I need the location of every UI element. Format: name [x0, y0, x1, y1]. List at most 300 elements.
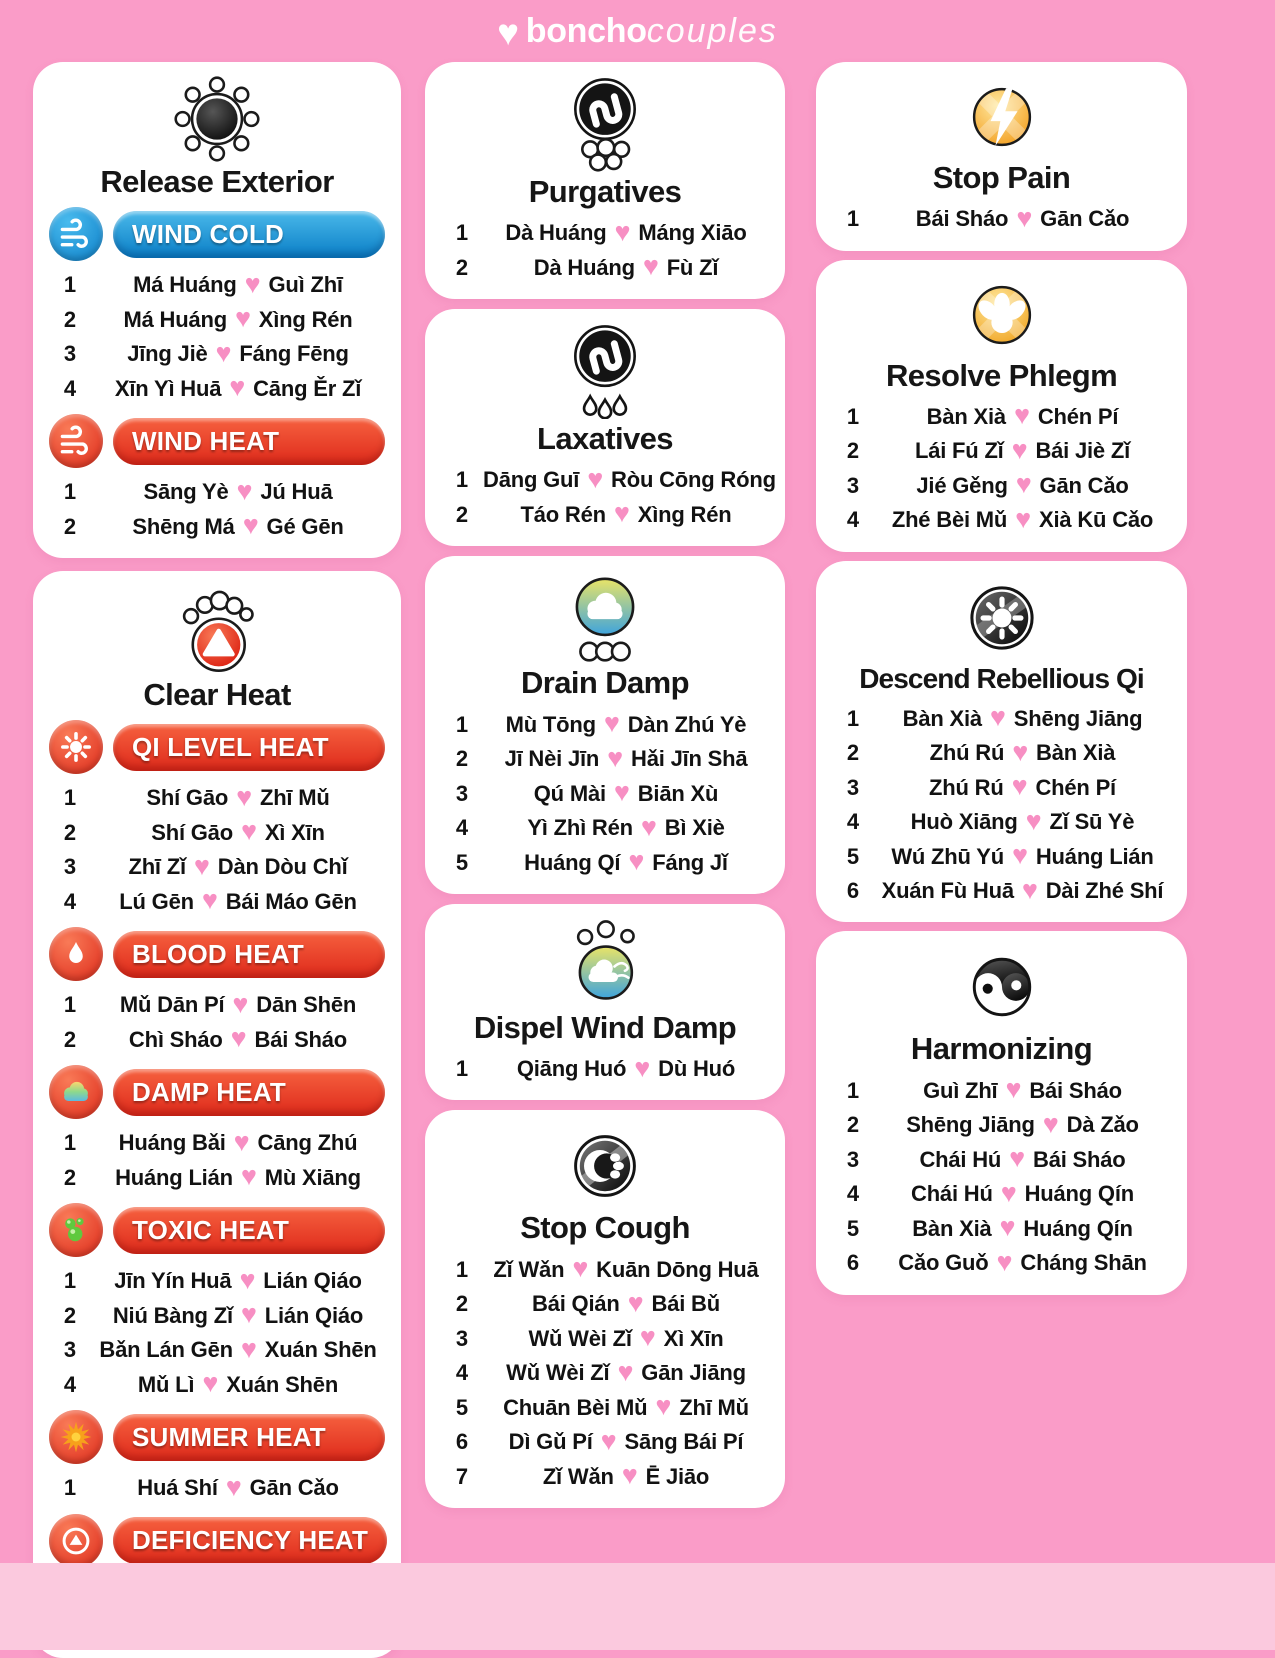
herb-name-left: Shēng Jiāng [906, 1112, 1035, 1138]
heart-icon: ♥ [244, 268, 261, 299]
herb-name-right: Guì Zhī [268, 272, 343, 298]
herb-pair-row [441, 811, 769, 846]
pair-number: 4 [63, 1371, 77, 1397]
herb-name-right: Xìng Rén [637, 501, 732, 527]
section-pill: TOXIC HEAT [113, 1207, 385, 1254]
herb-name-left: Zǐ Wǎn [542, 1463, 614, 1489]
descend-qi-icon [832, 575, 1171, 661]
paw-triangle-icon [49, 585, 385, 675]
herb-name-left: Huáng Lián [115, 1164, 233, 1190]
herb-pair-row [49, 781, 385, 816]
herb-name-left: Mǔ Lì [137, 1371, 195, 1397]
heart-icon: ♥ [240, 1333, 257, 1364]
herb-pair [483, 1391, 769, 1422]
heart-icon: ♥ [242, 510, 259, 541]
pair-number: 2 [63, 306, 77, 332]
herb-name-right: Ē Jiāo [645, 1463, 710, 1489]
heart-icon: ♥ [215, 337, 232, 368]
herb-name-left: Guì Zhī [923, 1077, 998, 1103]
heart-icon: ♥ [996, 1246, 1013, 1277]
card-purgatives [425, 62, 785, 299]
pair-number: 3 [455, 780, 469, 806]
herb-pair [874, 1108, 1171, 1139]
pair-number: 7 [455, 1463, 469, 1489]
herb-pair-row [49, 268, 385, 303]
herb-name-left: Xuán Fù Huā [881, 878, 1014, 904]
heart-icon: ♥ [617, 1356, 634, 1387]
herb-pair [483, 1253, 769, 1284]
pair-number: 4 [846, 507, 860, 533]
herb-name-left: Má Huáng [123, 306, 227, 332]
herb-name-left: Bái Qián [532, 1291, 620, 1317]
herb-name-left: Bàn Xià [902, 705, 982, 731]
herb-name-right: Lián Qiáo [263, 1268, 362, 1294]
herb-name-right: Xìng Rén [258, 306, 353, 332]
heart-icon: ♥ [613, 777, 630, 808]
section-pill: BLOOD HEAT [113, 931, 385, 978]
heart-icon: ♥ [1012, 736, 1029, 767]
wind-icon [49, 414, 103, 468]
herb-name-right: Gān Cǎo [249, 1475, 339, 1501]
herb-name-right: Cāng Zhú [257, 1130, 358, 1156]
herb-pair [483, 1052, 769, 1083]
heart-icon: ♥ [1011, 434, 1028, 465]
herb-name-left: Zhé Bèi Mǔ [891, 507, 1008, 533]
pair-number: 2 [455, 1291, 469, 1317]
herb-pair [483, 1356, 769, 1387]
herb-name-left: Shí Gāo [151, 819, 233, 845]
herb-name-right: Bái Jiè Zǐ [1035, 438, 1131, 464]
card-title: Harmonizing [910, 1031, 1093, 1067]
heart-icon: ♥ [193, 850, 210, 881]
herb-pair [91, 1161, 385, 1192]
herb-pair-row [832, 839, 1171, 874]
section-header-wind-cold [49, 207, 385, 261]
dispel-wind-damp-icon [441, 918, 769, 1008]
herb-pair-row [832, 1212, 1171, 1247]
herb-name-left: Yì Zhì Rén [527, 815, 633, 841]
herb-pair-row [832, 736, 1171, 771]
pair-number: 6 [455, 1429, 469, 1455]
pair-number: 1 [846, 705, 860, 731]
heart-icon: ♥ [603, 708, 620, 739]
herb-name-right: Hǎi Jīn Shā [631, 746, 748, 772]
cloud-icon [49, 1065, 103, 1119]
herb-name-right: Gān Cǎo [1040, 206, 1130, 232]
herb-pair-row [832, 503, 1171, 538]
heart-icon: ♥ [1015, 503, 1032, 534]
herb-pair-row [49, 1299, 385, 1334]
herb-pair-row [49, 303, 385, 338]
pair-number: 5 [455, 1394, 469, 1420]
herb-name-left: Zhú Rú [929, 774, 1004, 800]
heart-icon: ♥ [239, 1264, 256, 1295]
card-laxatives [425, 309, 785, 546]
heart-icon: ♥ [1013, 400, 1030, 431]
card-drain-damp [425, 556, 785, 894]
herb-name-right: Huáng Qín [1024, 1181, 1134, 1207]
heart-icon: ♥ [201, 885, 218, 916]
herb-pair-row [49, 1471, 385, 1506]
brand-name-light: couples [646, 12, 778, 50]
herb-name-left: Zǐ Wǎn [493, 1256, 565, 1282]
herb-name-left: Dāng Guī [483, 467, 580, 493]
herb-name-left: Zhī Zǐ [128, 854, 186, 880]
herb-pair-row [441, 463, 776, 498]
herb-pair-row [441, 1459, 769, 1494]
section-header-summer-heat [49, 1410, 385, 1464]
herb-pair-row [832, 770, 1171, 805]
herb-name-left: Huá Shí [137, 1475, 218, 1501]
pair-number: 1 [455, 1256, 469, 1282]
heart-icon: ♥ [572, 1253, 589, 1284]
herb-pair-row [441, 1425, 769, 1460]
herb-pair-row [49, 850, 385, 885]
pair-number: 1 [846, 206, 860, 232]
card-stop-pain [816, 62, 1187, 251]
pair-number: 4 [63, 375, 77, 401]
herb-name-left: Bàn Xià [912, 1215, 992, 1241]
herb-pair [874, 1177, 1171, 1208]
heart-icon: ♥ [1015, 469, 1032, 500]
card-title: Clear Heat [143, 677, 291, 713]
herb-pair [91, 475, 385, 506]
herb-pair [91, 510, 385, 541]
heart-icon: ♥ [233, 1126, 250, 1157]
pair-number: 3 [846, 774, 860, 800]
herb-name-right: Dān Shēn [256, 992, 357, 1018]
herb-name-right: Xià Kū Cǎo [1039, 507, 1154, 533]
sun-icon [49, 720, 103, 774]
heart-icon: ♥ [628, 846, 645, 877]
herb-pair-row [49, 510, 385, 545]
herb-name-right: Jú Huā [260, 479, 333, 505]
herb-name-right: Shēng Jiāng [1013, 705, 1143, 731]
herb-pair-row [832, 805, 1171, 840]
card-title: Resolve Phlegm [885, 357, 1118, 393]
herb-name-left: Xīn Yì Huā [114, 375, 222, 401]
heart-icon: ♥ [600, 1425, 617, 1456]
pair-number: 2 [63, 1302, 77, 1328]
heart-icon: ♥ [621, 1460, 638, 1491]
herb-pair-row [832, 874, 1171, 909]
herb-name-right: Kuān Dōng Huā [596, 1256, 759, 1282]
herb-name-left: Huò Xiāng [910, 809, 1018, 835]
section-pill: DAMP HEAT [113, 1069, 385, 1116]
herb-pair [483, 1287, 769, 1318]
herb-name-right: Dà Zǎo [1066, 1112, 1139, 1138]
pair-number: 2 [455, 254, 469, 280]
heart-icon: ♥ [1021, 874, 1038, 905]
section-header-damp-heat [49, 1065, 385, 1119]
herb-name-right: Biān Xù [637, 780, 719, 806]
herb-pair [483, 1322, 769, 1353]
pair-number: 1 [63, 785, 77, 811]
herb-pair-row [49, 885, 385, 920]
column-left [33, 62, 401, 1658]
herb-name-right: Máng Xiāo [638, 220, 747, 246]
herb-name-left: Huáng Qí [524, 849, 621, 875]
heart-icon: ♥ [587, 463, 604, 494]
herb-pair [874, 1074, 1171, 1105]
page-header [0, 12, 1275, 54]
herb-name-right: Zhī Mǔ [259, 785, 330, 811]
herb-pair [91, 268, 385, 299]
pair-number: 4 [455, 1360, 469, 1386]
herb-name-left: Jié Gěng [916, 472, 1008, 498]
herb-name-left: Qiāng Huó [516, 1056, 627, 1082]
herb-name-left: Wǔ Wèi Zǐ [506, 1360, 610, 1386]
herb-pair [91, 1023, 385, 1054]
herb-pair-row [441, 1287, 769, 1322]
heart-icon: ♥ [1012, 840, 1028, 871]
herb-pair [483, 811, 769, 842]
brand-name-bold: boncho [525, 12, 647, 50]
card-dispel-wind-damp [425, 904, 785, 1101]
herb-name-left: Qú Mài [533, 780, 606, 806]
heart-icon: ♥ [240, 1299, 257, 1330]
herb-pair-row [441, 742, 769, 777]
heart-icon: ♥ [999, 1212, 1016, 1243]
herb-name-left: Chái Hú [911, 1181, 993, 1207]
sunburst-icon [49, 1410, 103, 1464]
herb-pair [874, 702, 1171, 733]
pair-number: 6 [846, 1250, 860, 1276]
pair-number: 2 [846, 438, 860, 464]
herb-pair-row [832, 400, 1171, 435]
herb-name-right: Bái Sháo [254, 1026, 348, 1052]
herb-name-right: Bì Xiè [664, 815, 725, 841]
herb-name-right: Dàn Zhú Yè [627, 711, 747, 737]
pair-number: 1 [846, 1077, 860, 1103]
purgatives-icon [441, 76, 769, 172]
herb-name-right: Bái Bǔ [651, 1291, 720, 1317]
heart-icon: ♥ [236, 781, 252, 812]
card-title: Dispel Wind Damp [473, 1009, 737, 1045]
herb-name-left: Jīn Yín Huā [114, 1268, 232, 1294]
herb-pair-row [832, 1108, 1171, 1143]
herb-name-right: Chén Pí [1037, 403, 1119, 429]
card-resolve-phlegm [816, 260, 1187, 552]
stop-pain-icon [832, 76, 1171, 158]
herb-pair [874, 202, 1171, 233]
herb-name-left: Sāng Yè [143, 479, 229, 505]
heart-icon: ♥ [613, 498, 630, 529]
herb-name-right: Chén Pí [1035, 774, 1116, 800]
pair-number: 5 [846, 1215, 860, 1241]
herb-pair [874, 771, 1171, 802]
herb-pair [483, 846, 769, 877]
herb-pair [91, 850, 385, 881]
herb-name-left: Bàn Xià [926, 403, 1006, 429]
herb-pair-row [832, 1074, 1171, 1109]
stop-cough-icon [441, 1124, 769, 1208]
herb-name-left: Táo Rén [520, 501, 606, 527]
card-release-exterior [33, 62, 401, 558]
card-title: Stop Cough [520, 1210, 690, 1246]
pair-number: 1 [455, 711, 469, 737]
ring-triangle-icon [49, 1514, 103, 1568]
herb-name-right: Huáng Lián [1035, 843, 1154, 869]
pair-number: 1 [846, 403, 860, 429]
pair-number: 5 [455, 849, 469, 875]
pair-number: 1 [455, 467, 469, 493]
heart-icon: ♥ [229, 372, 246, 403]
section-pill: QI LEVEL HEAT [113, 724, 385, 771]
herb-name-left: Shēng Má [132, 513, 235, 539]
herb-pair-row [49, 372, 385, 407]
herb-pair [483, 1425, 769, 1456]
herb-name-right: Dù Huó [658, 1056, 736, 1082]
herb-pair [874, 469, 1171, 500]
heart-icon: ♥ [634, 1052, 651, 1083]
pair-number: 2 [455, 501, 469, 527]
pair-number: 1 [63, 992, 77, 1018]
section-header-blood-heat [49, 927, 385, 981]
herb-name-right: Bàn Xià [1036, 740, 1116, 766]
pair-number: 2 [63, 1026, 77, 1052]
herb-name-right: Huáng Qín [1023, 1215, 1133, 1241]
pair-number: 3 [63, 854, 77, 880]
heart-icon: ♥ [1000, 1177, 1017, 1208]
section-header-deficiency-heat [49, 1514, 385, 1568]
heart-icon: ♥ [989, 702, 1006, 733]
herb-pair [874, 503, 1171, 534]
herb-name-left: Huáng Bǎi [118, 1130, 226, 1156]
herb-pair [91, 1368, 385, 1399]
pair-number: 3 [63, 341, 77, 367]
heart-icon: ♥ [240, 816, 257, 847]
herb-name-right: Xuán Shēn [226, 1371, 339, 1397]
herb-pair-row [441, 1321, 769, 1356]
heart-icon: ♥ [627, 1287, 644, 1318]
herb-name-left: Lái Fú Zǐ [914, 438, 1004, 464]
herb-pair-row [49, 1126, 385, 1161]
herb-name-left: Dà Huáng [505, 220, 607, 246]
herb-pair [91, 337, 385, 368]
herb-pair-row [49, 1023, 385, 1058]
heart-icon: ♥ [230, 1023, 247, 1054]
herb-pair [874, 805, 1171, 836]
herb-name-left: Niú Bàng Zǐ [112, 1302, 233, 1328]
column-middle [425, 62, 785, 1508]
pair-number: 4 [846, 809, 860, 835]
herb-name-left: Má Huáng [133, 272, 237, 298]
pair-number: 1 [455, 220, 469, 246]
herb-name-right: Lián Qiáo [264, 1302, 364, 1328]
card-title: Laxatives [537, 421, 673, 457]
pair-number: 5 [846, 843, 860, 869]
herb-pair [91, 303, 385, 334]
herb-pair-row [441, 1390, 769, 1425]
card-title: Release Exterior [100, 164, 334, 199]
section-pill: DEFICIENCY HEAT [113, 1517, 387, 1564]
herb-name-left: Lú Gēn [119, 888, 194, 914]
herb-pair-row [832, 1143, 1171, 1178]
herb-name-left: Dà Huáng [533, 254, 635, 280]
heart-icon: ♥ [1016, 202, 1033, 233]
herb-pair-row [441, 707, 769, 742]
herb-name-left: Wú Zhū Yú [891, 843, 1005, 869]
herb-pair-row [441, 1052, 769, 1087]
herb-pair [874, 400, 1171, 431]
herb-pair [483, 463, 776, 494]
herb-name-right: Dàn Dòu Chǐ [217, 854, 348, 880]
laxatives-icon [441, 323, 769, 419]
pair-number: 4 [455, 815, 469, 841]
heart-icon: ♥ [232, 988, 249, 1019]
heart-icon: ♥ [655, 1391, 672, 1422]
pair-number: 1 [63, 479, 77, 505]
heart-icon: ♥ [236, 475, 253, 506]
herb-pair-row [832, 434, 1171, 469]
herb-pair-row [441, 776, 769, 811]
herb-name-right: Bái Sháo [1029, 1077, 1122, 1103]
herb-pair [874, 434, 1171, 465]
heart-icon: ♥ [1042, 1108, 1059, 1139]
herb-pair-row [49, 1333, 385, 1368]
heart-icon: ♥ [642, 251, 659, 282]
herb-name-left: Cǎo Guǒ [898, 1250, 989, 1276]
herb-pair [91, 781, 385, 812]
heart-icon: ♥ [640, 811, 657, 842]
herb-name-right: Xuán Shēn [264, 1337, 377, 1363]
pair-number: 2 [455, 746, 469, 772]
herb-name-left: Bǎn Lán Gēn [99, 1337, 233, 1363]
herb-pair-row [49, 816, 385, 851]
section-header-toxic-heat [49, 1203, 385, 1257]
herb-pair-row [49, 1161, 385, 1196]
herb-name-right: Zhī Mǔ [679, 1394, 749, 1420]
resolve-phlegm-icon [832, 274, 1171, 356]
heart-icon: ♥ [1009, 1143, 1025, 1174]
herb-pair-row [832, 701, 1171, 736]
heart-icon: ♥ [607, 742, 624, 773]
pair-number: 3 [455, 1325, 469, 1351]
herb-pair-row [832, 1177, 1171, 1212]
herb-name-left: Chái Hú [919, 1146, 1002, 1172]
pair-number: 1 [63, 272, 77, 298]
herb-name-left: Shí Gāo [146, 785, 229, 811]
pair-number: 6 [846, 878, 860, 904]
card-title: Descend Rebellious Qi [859, 662, 1144, 694]
heart-icon: ♥ [1011, 771, 1028, 802]
herb-name-left: Mǔ Dān Pí [119, 992, 225, 1018]
herb-name-right: Xì Xīn [663, 1325, 724, 1351]
heart-icon: ♥ [234, 303, 251, 334]
herb-pair-row [832, 1246, 1171, 1281]
herb-pair [874, 1212, 1171, 1243]
herb-pair [874, 874, 1171, 905]
section-pill: WIND HEAT [113, 418, 385, 465]
heart-icon: ♥ [639, 1322, 656, 1353]
herb-name-right: Gān Jiāng [641, 1360, 746, 1386]
herb-pair [874, 736, 1171, 767]
herb-name-right: Cāng Ěr Zǐ [253, 375, 362, 401]
card-descend-rebellious-qi [816, 561, 1187, 923]
herb-pair [874, 1143, 1171, 1174]
herb-pair-row [441, 845, 769, 880]
pair-number: 2 [846, 1112, 860, 1138]
herb-pair [91, 1126, 385, 1157]
pair-number: 2 [63, 1164, 77, 1190]
heart-icon: ♥ [1005, 1074, 1022, 1105]
herb-pair [91, 1333, 385, 1364]
pair-number: 1 [63, 1130, 77, 1156]
herb-pair [874, 1246, 1171, 1277]
heart-icon: ♥ [202, 1368, 219, 1399]
herb-name-right: Gān Cǎo [1039, 472, 1129, 498]
